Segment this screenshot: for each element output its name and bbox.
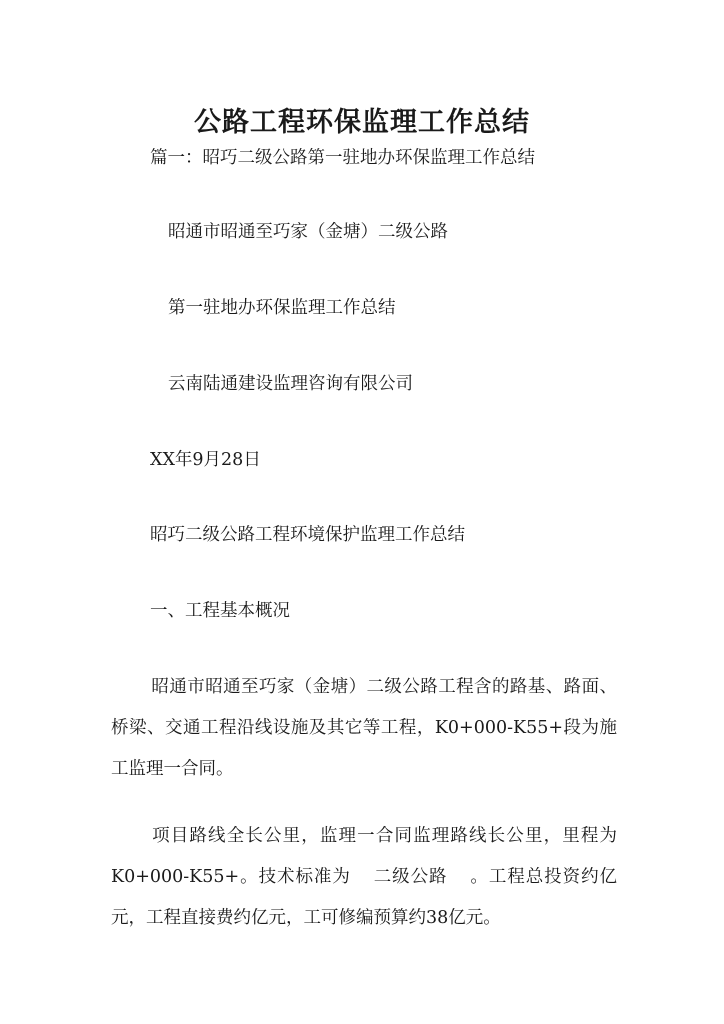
paragraph-details-text-c: 。工程总投资约亿元，工程直接费约亿元，工可修编预算约38亿元。 (111, 867, 618, 928)
cover-line-office: 第一驻地办环保监理工作总结 (168, 298, 396, 318)
document-subtitle: 篇一：昭巧二级公路第一驻地办环保监理工作总结 (150, 148, 535, 168)
section-heading: 一、工程基本概况 (150, 601, 290, 621)
cover-line-company: 云南陆通建设监理咨询有限公司 (168, 374, 413, 394)
report-title: 昭巧二级公路工程环境保护监理工作总结 (150, 525, 465, 545)
paragraph-overview-text: 昭通市昭通至巧家（金塘）二级公路工程含的路基、路面、桥梁、交通工程沿线设施及其它等工程，K0+000-K55+段为施工监理一合同。 (111, 677, 617, 779)
paragraph-details (111, 816, 617, 939)
document-date: XX年9月28日 (150, 450, 261, 470)
paragraph-details-text-a: 项目路线全长公里，监理一合同监理路线长公里，里程为K0+000-K55+。技术标准为 (111, 826, 617, 887)
paragraph-overview (111, 667, 617, 790)
paragraph-details-standard: 二级公路 (372, 867, 448, 887)
cover-line-project: 昭通市昭通至巧家（金塘）二级公路 (168, 222, 448, 242)
document-title: 公路工程环保监理工作总结 (194, 107, 530, 138)
